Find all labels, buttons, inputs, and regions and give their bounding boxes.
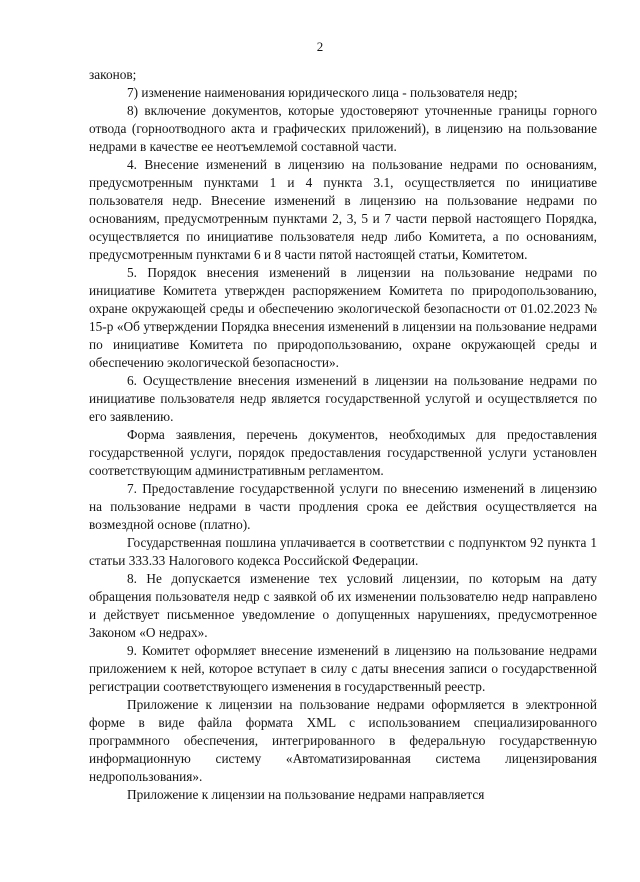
paragraph: 6. Осуществление внесения изменений в лицензии на пользование недрами по инициативе пользователя недр является государственной услугой и осуществляется по его заявлению. [89, 373, 597, 424]
paragraph: 5. Порядок внесения изменений в лицензии на пользование недрами по инициативе Комитета утвержден распоряжением Комитета по природопользованию, охране окружающей среды и обеспечению экологической безопасности от 01.02.2023 № 15-р «Об утверждении Порядка внесения изменений в лицензии на пользование недрами по инициативе Комитета по природопользованию, охране окружающей среды и обеспечению экологической безопасности». [89, 265, 597, 370]
paragraph: Форма заявления, перечень документов, необходимых для предоставления государственной услуги, порядок предоставления государственной услуги установлен соответствующим административным регламентом. [89, 427, 597, 478]
paragraph: Государственная пошлина уплачивается в соответствии с подпунктом 92 пункта 1 статьи 333.33 Налогового кодекса Российской Федерации. [89, 535, 597, 568]
paragraph: 9. Комитет оформляет внесение изменений в лицензию на пользование недрами приложением к ней, которое вступает в силу с даты внесения записи о государственной регистрации соответствующего изменения в государственный реестр. [89, 643, 597, 694]
document-body [89, 66, 597, 804]
paragraph: 7) изменение наименования юридического лица - пользователя недр; [127, 85, 518, 100]
paragraph: Приложение к лицензии на пользование недрами оформляется в электронной форме в виде файла формата XML с использованием специализированного программного обеспечения, интегрированного в федеральную государственную информационную систему «Автоматизированная система лицензирования недропользования». [89, 697, 597, 784]
paragraph: законов; [89, 67, 137, 82]
paragraph: 7. Предоставление государственной услуги по внесению изменений в лицензию на пользование недрами в части продления срока ее действия осуществляется на возмездной основе (платно). [89, 481, 597, 532]
page-number: 2 [316, 39, 324, 54]
paragraph: Приложение к лицензии на пользование недрами направляется [127, 787, 485, 802]
paragraph: 4. Внесение изменений в лицензию на пользование недрами по основаниям, предусмотренным пунктами 1 и 4 пункта 3.1, осуществляется по инициативе пользователя недр. Внесение изменений в лицензию на пользование недрами по основаниям, предусмотренным пунктами 2, 3, 5 и 7 части первой настоящего Порядка, осуществляется по инициативе пользователя недр либо Комитета, а по основаниям, предусмотренным пунктами 6 и 8 части пятой настоящей статьи, Комитетом. [89, 157, 597, 262]
paragraph: 8. Не допускается изменение тех условий лицензии, по которым на дату обращения пользователя недр с заявкой об их изменении пользователю недр направлено и действует письменное уведомление о допущенных нарушениях, предусмотренное Законом «О недрах». [89, 571, 597, 640]
paragraph: 8) включение документов, которые удостоверяют уточненные границы горного отвода (горноотводного акта и графических приложений), в лицензию на пользование недрами в качестве ее неотъемлемой составной части. [89, 103, 597, 154]
